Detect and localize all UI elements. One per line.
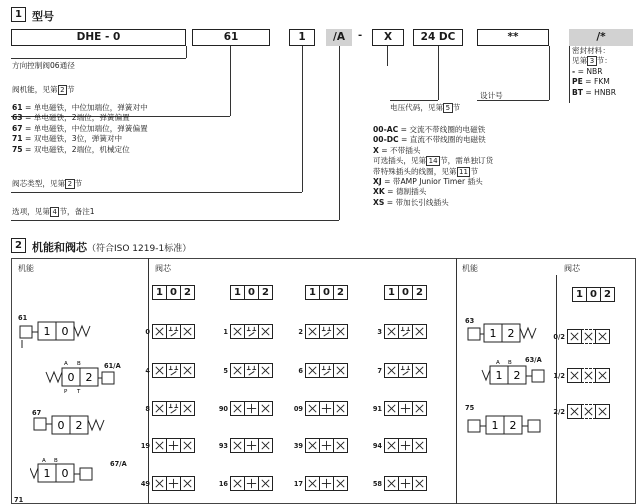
svg-text:2: 2 xyxy=(513,369,521,382)
spool-cell xyxy=(398,438,413,453)
spool-cell xyxy=(244,401,259,416)
spool-code: 19 xyxy=(140,441,150,450)
spool-code: 6 xyxy=(298,366,303,375)
spool-header-2: 1 0 2 xyxy=(230,285,272,300)
spool-symbol xyxy=(553,329,609,344)
svg-text:2: 2 xyxy=(507,327,515,340)
spool-cell xyxy=(412,438,427,453)
spool-cell xyxy=(333,324,348,339)
spool-cell xyxy=(333,363,348,378)
spool-cell xyxy=(166,476,181,491)
svg-text:2: 2 xyxy=(75,419,83,432)
function-75-symbol xyxy=(464,410,554,446)
code-box-design: ** xyxy=(477,29,549,46)
col-spool-right: 阀芯 xyxy=(564,264,580,273)
spool-cell xyxy=(180,438,195,453)
spool-cell xyxy=(152,401,167,416)
spool-cell xyxy=(398,363,413,378)
spool-code: 0/2 xyxy=(553,332,565,341)
spool-cell xyxy=(305,401,320,416)
seal-desc: 密封材料： 见第 3 节： - = NBR PE = FKM BT = HNBR xyxy=(572,46,617,97)
spool-cell xyxy=(319,476,334,491)
spool-cell xyxy=(244,438,259,453)
spool-cell xyxy=(567,329,582,344)
svg-text:T: T xyxy=(77,389,81,394)
spool-symbol xyxy=(216,363,272,378)
function-code-61a: 61/A xyxy=(104,362,121,370)
spool-cell xyxy=(258,476,273,491)
code-box-seal: /* xyxy=(569,29,633,46)
spool-cell xyxy=(567,404,582,419)
spool-symbol xyxy=(553,404,609,419)
spool-code: 1 xyxy=(223,327,228,336)
spool-symbol xyxy=(138,438,194,453)
spool-cell xyxy=(412,363,427,378)
spool-cell xyxy=(412,476,427,491)
spool-cell xyxy=(152,438,167,453)
spool-cell xyxy=(244,324,259,339)
spool-cell xyxy=(180,401,195,416)
spool-symbol xyxy=(370,401,426,416)
svg-text:1: 1 xyxy=(43,467,51,480)
design-label: 设计号 xyxy=(480,91,503,100)
spool-symbol xyxy=(216,401,272,416)
spool-cell xyxy=(305,476,320,491)
svg-text:A: A xyxy=(42,458,46,464)
spool-cell xyxy=(180,363,195,378)
spool-symbol xyxy=(216,324,272,339)
col-spool-left: 阀芯 xyxy=(155,264,171,273)
spool-code: 5 xyxy=(223,366,228,375)
function-code-63a: 63/A xyxy=(525,356,542,364)
svg-text:B: B xyxy=(54,458,58,464)
spool-header-right: 1 0 2 xyxy=(572,287,614,302)
code-box-option: /A xyxy=(326,29,352,46)
spool-code: 90 xyxy=(218,404,228,413)
spool-symbol xyxy=(370,438,426,453)
function-list: 61 = 单电磁铁，中位加端位，弹簧对中 63 = 单电磁铁，2端位，弹簧偏置 67 = 单电磁铁，中位加端位，弹簧偏置 71 = 双电磁铁，3位，弹簧对中 75 = 双电磁铁，2端位，机械定位 xyxy=(12,103,148,154)
function-67-symbol xyxy=(30,412,120,444)
spool-symbol xyxy=(291,401,347,416)
spool-cell xyxy=(152,363,167,378)
spool-cell xyxy=(595,368,610,383)
col-function-left: 机能 xyxy=(18,264,34,273)
spool-cell xyxy=(333,401,348,416)
section-1-number: 1 xyxy=(11,7,26,22)
spool-code: 39 xyxy=(293,441,303,450)
spool-symbol xyxy=(291,324,347,339)
spool-code: 2/2 xyxy=(553,407,565,416)
function-61a-symbol xyxy=(42,358,132,394)
svg-text:0: 0 xyxy=(57,419,65,432)
spool-cell xyxy=(595,329,610,344)
spool-cell xyxy=(595,404,610,419)
spool-symbol xyxy=(291,363,347,378)
function-63a-symbol xyxy=(480,358,560,394)
spool-cell xyxy=(258,363,273,378)
spool-code: 93 xyxy=(218,441,228,450)
spool-cell xyxy=(581,404,596,419)
spool-cell xyxy=(230,438,245,453)
spool-code: 2 xyxy=(298,327,303,336)
section-1-title: 型号 xyxy=(32,10,54,23)
code-box-series: DHE - 0 xyxy=(11,29,186,46)
function-ref: 阀机能，见第 2 节 xyxy=(12,85,75,94)
spool-header-3: 1 0 2 xyxy=(305,285,347,300)
spool-cell xyxy=(305,324,320,339)
spool-cell xyxy=(230,401,245,416)
spool-cell xyxy=(384,438,399,453)
col-function-right: 机能 xyxy=(462,264,478,273)
svg-text:0: 0 xyxy=(61,467,69,480)
code-box-spool: 1 xyxy=(289,29,315,46)
spool-cell xyxy=(319,438,334,453)
function-code-71: 71 xyxy=(14,496,24,504)
spool-code: 91 xyxy=(372,404,382,413)
spool-code: 0 xyxy=(145,327,150,336)
spool-cell xyxy=(333,476,348,491)
svg-text:0: 0 xyxy=(61,325,69,338)
spool-header-1: 1 0 2 xyxy=(152,285,194,300)
spool-symbol xyxy=(370,476,426,491)
svg-text:B: B xyxy=(77,361,81,367)
spool-code: 8 xyxy=(145,404,150,413)
spool-cell xyxy=(166,401,181,416)
spool-cell xyxy=(319,401,334,416)
spool-cell xyxy=(230,324,245,339)
spool-code: 7 xyxy=(377,366,382,375)
section-2-title: 机能和阀芯（符合ISO 1219-1标准） xyxy=(32,241,192,254)
function-61-symbol xyxy=(16,318,106,358)
spool-code: 94 xyxy=(372,441,382,450)
svg-text:P: P xyxy=(64,389,68,394)
spool-code: 49 xyxy=(140,479,150,488)
spool-cell xyxy=(230,476,245,491)
spool-code: 09 xyxy=(293,404,303,413)
svg-text:B: B xyxy=(508,360,512,366)
spool-cell xyxy=(166,363,181,378)
spool-cell xyxy=(398,476,413,491)
function-code-61: 61 xyxy=(18,314,28,322)
spool-symbol xyxy=(291,476,347,491)
series-desc: 方向控制阀06通径 xyxy=(12,61,75,70)
spool-symbol xyxy=(138,324,194,339)
spool-cell xyxy=(581,329,596,344)
spool-cell xyxy=(398,324,413,339)
options-ref: 选项，见第 4 节，备注1 xyxy=(12,207,95,216)
code-box-function: 61 xyxy=(192,29,270,46)
spool-cell xyxy=(166,438,181,453)
spool-symbol xyxy=(138,401,194,416)
spool-header-4: 1 0 2 xyxy=(384,285,426,300)
function-code-75: 75 xyxy=(465,404,475,412)
spool-symbol xyxy=(370,324,426,339)
function-code-63: 63 xyxy=(465,317,475,325)
spool-cell xyxy=(180,476,195,491)
spool-code: 4 xyxy=(145,366,150,375)
code-box-plug: X xyxy=(372,29,404,46)
spool-cell xyxy=(244,363,259,378)
spool-cell xyxy=(398,401,413,416)
function-63-symbol xyxy=(464,318,554,354)
svg-text:A: A xyxy=(64,361,68,367)
function-code-67a: 67/A xyxy=(110,460,127,468)
spool-cell xyxy=(567,368,582,383)
svg-text:0: 0 xyxy=(67,371,75,384)
plug-desc: 00-AC = 交流不带线圈的电磁铁 00-DC = 直流不带线圈的电磁铁 X = 不带插头 可选插头，见第 14 节，需单独订货 带特殊插头的线圈，见第 11 节 XJ = 带AMP Junior Timer 插头 XK = 德制插头 XS = 带加长引线插头 xyxy=(373,125,494,207)
spool-code: 1/2 xyxy=(553,371,565,380)
svg-text:2: 2 xyxy=(509,419,517,432)
spool-symbol xyxy=(370,363,426,378)
spool-cell xyxy=(319,363,334,378)
function-67a-symbol xyxy=(30,456,120,492)
spool-symbol xyxy=(138,476,194,491)
spool-cell xyxy=(152,476,167,491)
spool-cell xyxy=(258,324,273,339)
svg-text:2: 2 xyxy=(85,371,93,384)
svg-text:1: 1 xyxy=(43,325,51,338)
svg-text:1: 1 xyxy=(489,327,497,340)
spool-cell xyxy=(384,401,399,416)
spool-cell xyxy=(333,438,348,453)
spool-cell xyxy=(152,324,167,339)
spool-cell xyxy=(244,476,259,491)
function-code-67: 67 xyxy=(32,409,42,417)
spool-cell xyxy=(230,363,245,378)
voltage-ref: 电压代码，见第 5 节 xyxy=(390,103,461,112)
spool-symbol xyxy=(291,438,347,453)
spool-cell xyxy=(581,368,596,383)
svg-text:1: 1 xyxy=(491,419,499,432)
spool-cell xyxy=(305,438,320,453)
svg-text:A: A xyxy=(496,360,500,366)
spool-cell xyxy=(384,324,399,339)
section-2-number: 2 xyxy=(11,238,26,253)
spool-cell xyxy=(412,324,427,339)
spool-cell xyxy=(305,363,320,378)
svg-text:1: 1 xyxy=(495,369,503,382)
spool-cell xyxy=(258,401,273,416)
spool-cell xyxy=(319,324,334,339)
spool-cell xyxy=(180,324,195,339)
spool-symbol xyxy=(553,368,609,383)
spool-cell xyxy=(384,363,399,378)
spool-code: 17 xyxy=(293,479,303,488)
code-box-voltage: 24 DC xyxy=(413,29,463,46)
spool-cell xyxy=(258,438,273,453)
spool-cell xyxy=(384,476,399,491)
spool-cell xyxy=(166,324,181,339)
spool-code: 58 xyxy=(372,479,382,488)
spool-code: 16 xyxy=(218,479,228,488)
spool-symbol xyxy=(216,476,272,491)
spool-code: 3 xyxy=(377,327,382,336)
code-dash: - xyxy=(358,30,363,41)
spool-cell xyxy=(412,401,427,416)
spool-symbol xyxy=(216,438,272,453)
spool-symbol xyxy=(138,363,194,378)
spool-ref: 阀芯类型，见第 2 节 xyxy=(12,179,83,188)
